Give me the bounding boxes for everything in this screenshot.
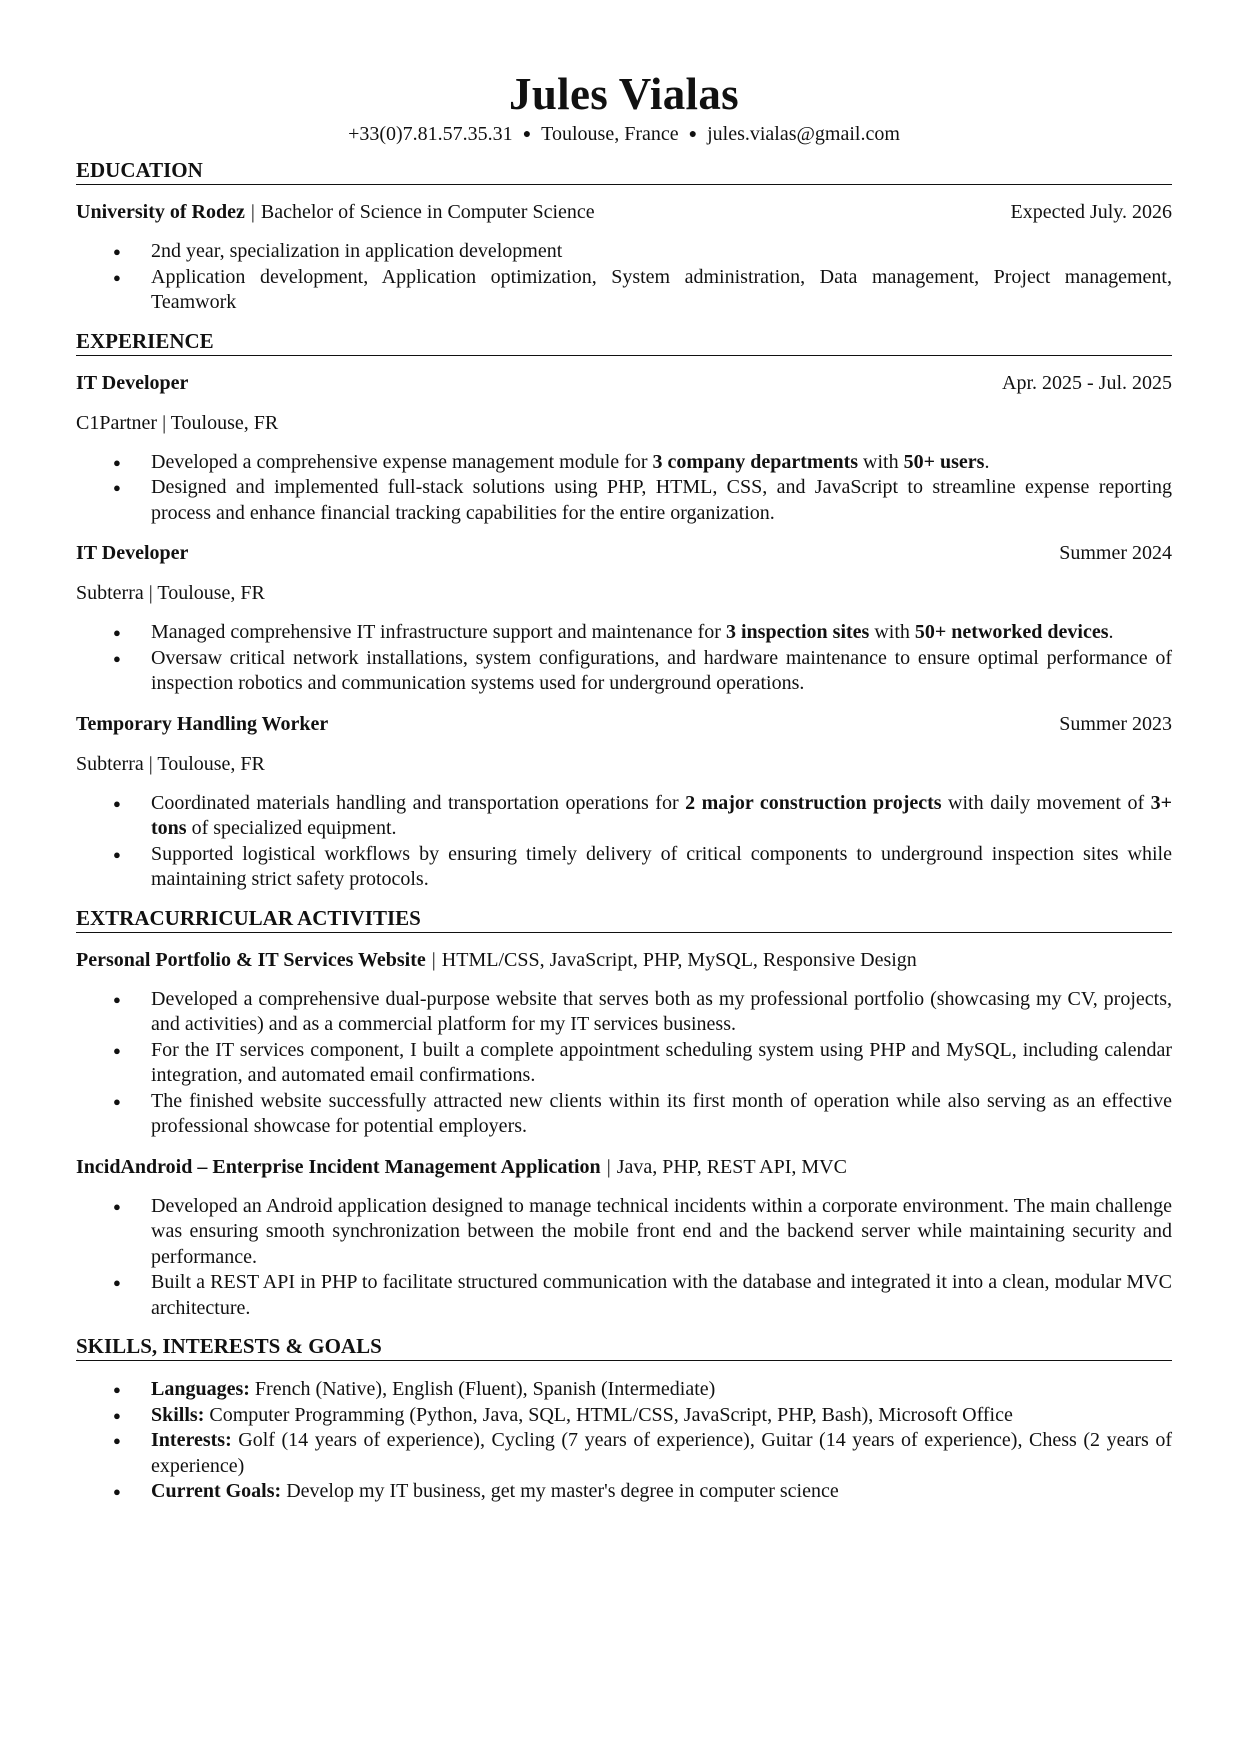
- job-date: Apr. 2025 - Jul. 2025: [1002, 371, 1172, 394]
- project-name: IncidAndroid – Enterprise Incident Management Application: [76, 1155, 601, 1178]
- list-item: ● Coordinated materials handling and transportation operations for 2 major construction projects with daily movement of 3+ tons of specialized equipment.: [151, 791, 1172, 842]
- education-row: University of Rodez | Bachelor of Science in Computer Science Expected July. 2026: [76, 201, 1172, 223]
- skills-bullets: [76, 1377, 1172, 1505]
- job-bullets: [76, 620, 1172, 697]
- job-company: Subterra | Toulouse, FR: [76, 582, 265, 604]
- section-title-extracurricular: EXTRACURRICULAR ACTIVITIES: [76, 905, 1172, 933]
- list-item: ● 2nd year, specialization in application development: [151, 239, 1172, 265]
- section-title-skills: SKILLS, INTERESTS & GOALS: [76, 1333, 1172, 1361]
- list-item: ● Built a REST API in PHP to facilitate structured communication with the database and integrated it into a clean, modular MVC architecture.: [151, 1270, 1172, 1321]
- job-role: IT Developer: [76, 371, 189, 394]
- list-item: ● For the IT services component, I built a complete appointment scheduling system using PHP and MySQL, including calendar integration, and automated email confirmations.: [151, 1038, 1172, 1089]
- project-header: Personal Portfolio & IT Services Website | HTML/CSS, JavaScript, PHP, MySQL, Responsive Design: [76, 948, 917, 971]
- section-title-experience: EXPERIENCE: [76, 328, 1172, 356]
- job-bullets: [76, 450, 1172, 527]
- candidate-name: Jules Vialas: [509, 69, 739, 119]
- location: Toulouse, France: [541, 123, 679, 145]
- job-date: Summer 2023: [1059, 712, 1172, 735]
- list-item: ● Languages: French (Native), English (Fluent), Spanish (Intermediate): [151, 1377, 1172, 1403]
- project-bullets: [76, 1194, 1172, 1322]
- list-item: ● Current Goals: Develop my IT business, get my master's degree in computer science: [151, 1479, 1172, 1505]
- job-company: Subterra | Toulouse, FR: [76, 752, 265, 775]
- list-item: ● Developed an Android application designed to manage technical incidents within a corporate environment. The main challenge was ensuring smooth synchronization between the mobile front end and the backend server while maintaining security and performance.: [151, 1194, 1172, 1271]
- education-bullets: [76, 239, 1172, 316]
- list-item: ● Supported logistical workflows by ensuring timely delivery of critical components to underground inspection sites while maintaining strict safety protocols.: [151, 842, 1172, 893]
- project-name: Personal Portfolio & IT Services Website: [76, 948, 426, 971]
- list-item: ● Application development, Application optimization, System administration, Data management, Project management, Teamwork: [151, 265, 1172, 316]
- list-item: ● Managed comprehensive IT infrastructure support and maintenance for 3 inspection sites with 50+ networked devices.: [151, 620, 1172, 646]
- job-role: Temporary Handling Worker: [76, 712, 329, 735]
- job-header: [76, 540, 1172, 566]
- list-item: ● Oversaw critical network installations, system configurations, and hardware maintenance to ensure optimal performance of inspection robotics and communication systems used for underground operations.: [151, 646, 1172, 697]
- job-role: IT Developer: [76, 542, 189, 564]
- resume-page: [76, 68, 1172, 1505]
- education-date: Expected July. 2026: [1010, 201, 1172, 223]
- section-title-education: EDUCATION: [76, 157, 1172, 185]
- list-item: ● The finished website successfully attracted new clients within its first month of operation while also serving as an effective professional showcase for potential employers.: [151, 1089, 1172, 1140]
- phone-number: +33(0)7.81.57.35.31: [348, 123, 513, 145]
- contact-line: [76, 122, 1172, 149]
- list-item: ● Interests: Golf (14 years of experience), Cycling (7 years of experience), Guitar (14 years of experience), Chess (2 years of experience): [151, 1428, 1172, 1479]
- bullet-separator-icon: ●: [688, 127, 698, 142]
- list-item: ● Developed a comprehensive expense management module for 3 company departments with 50+ users.: [151, 450, 1172, 476]
- bullet-separator-icon: ●: [522, 127, 532, 142]
- project-tech: Java, PHP, REST API, MVC: [616, 1155, 847, 1178]
- email-address[interactable]: jules.vialas@gmail.com: [707, 123, 900, 145]
- project-tech: HTML/CSS, JavaScript, PHP, MySQL, Responsive Design: [441, 948, 917, 971]
- degree: Bachelor of Science in Computer Science: [260, 201, 595, 223]
- project-bullets: [76, 987, 1172, 1140]
- school-name: University of Rodez: [76, 201, 245, 223]
- list-item: ● Skills: Computer Programming (Python, Java, SQL, HTML/CSS, JavaScript, PHP, Bash), Microsoft Office: [151, 1403, 1172, 1429]
- project-header: IncidAndroid – Enterprise Incident Management Application | Java, PHP, REST API, MVC: [76, 1155, 847, 1178]
- job-company: C1Partner | Toulouse, FR: [76, 411, 279, 434]
- job-date: Summer 2024: [1059, 542, 1172, 564]
- list-item: ● Developed a comprehensive dual-purpose website that serves both as my professional portfolio (showcasing my CV, projects, and activities) and as a commercial platform for my IT services business.: [151, 987, 1172, 1038]
- job-header: [76, 711, 1172, 737]
- job-header: [76, 370, 1172, 396]
- job-bullets: [76, 791, 1172, 893]
- list-item: ● Designed and implemented full-stack solutions using PHP, HTML, CSS, and JavaScript to streamline expense reporting process and enhance financial tracking capabilities for the entire organization.: [151, 475, 1172, 526]
